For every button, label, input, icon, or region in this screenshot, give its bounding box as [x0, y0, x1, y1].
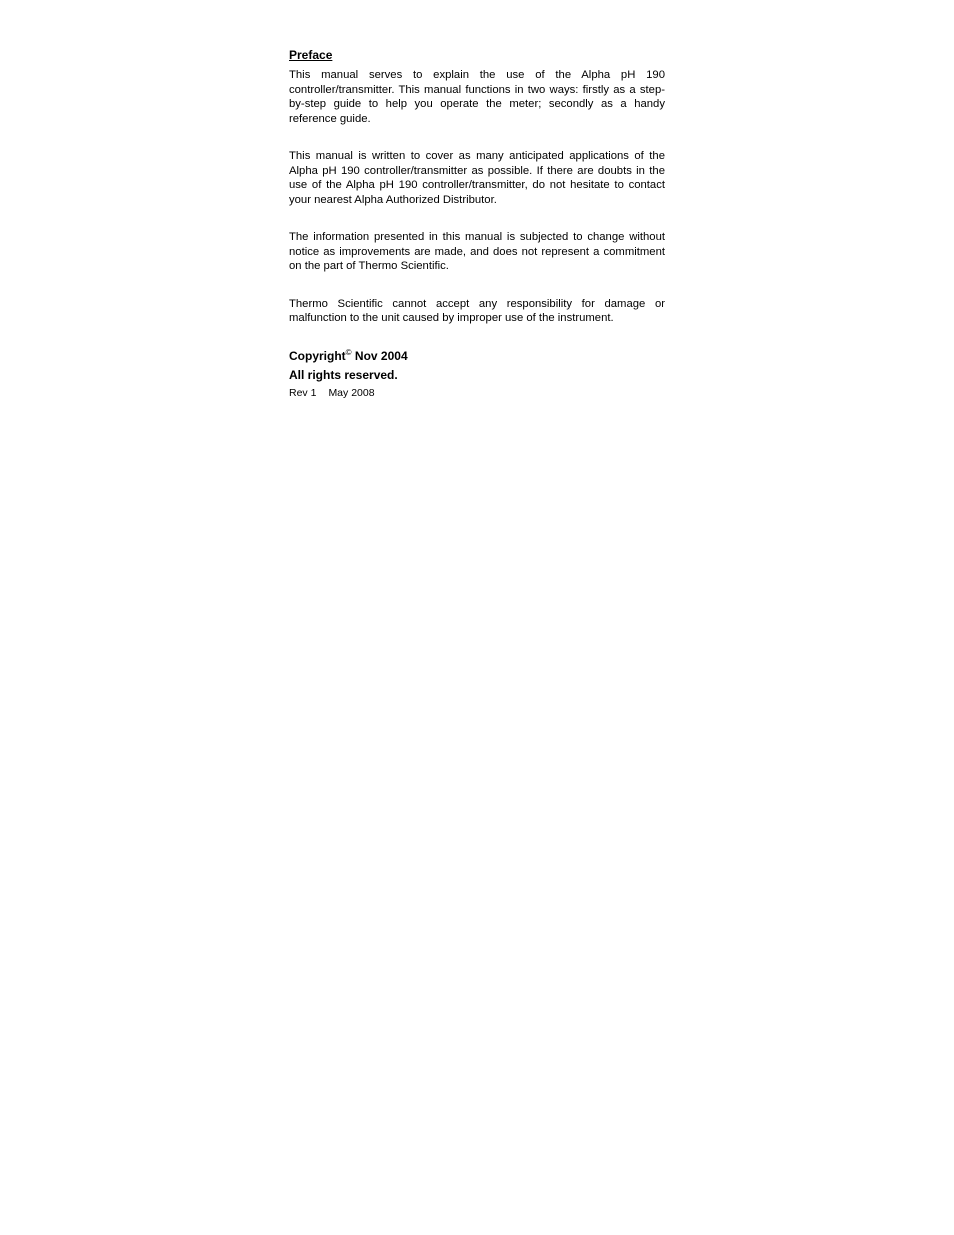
- revision-label: Rev 1: [289, 386, 317, 399]
- copyright-symbol: ©: [345, 347, 352, 357]
- revision-date: May 2008: [328, 386, 375, 399]
- preface-paragraph-1: This manual serves to explain the use of the Alpha pH 190 controller/transmitter. This manual functions in two ways: firstly as a step-by-step guide to help you operate the meter; secondly as a handy reference guide.: [289, 69, 665, 125]
- preface-heading: Preface: [289, 48, 333, 62]
- copyright-line: [289, 349, 665, 364]
- revision-line: [289, 387, 665, 400]
- copyright-label: Copyright: [289, 348, 346, 363]
- preface-paragraph-2: This manual is written to cover as many anticipated applications of the Alpha pH 190 controller/transmitter as possible. If there are doubts in the use of the Alpha pH 190 controller/transmitter, do not hesitate to contact your nearest Alpha Authorized Distributor.: [289, 150, 665, 206]
- copyright-date: Nov 2004: [351, 348, 408, 363]
- preface-paragraph-3: The information presented in this manual is subjected to change without notice as improvements are made, and does not represent a commitment on the part of Thermo Scientific.: [289, 231, 665, 272]
- rights-reserved: All rights reserved.: [289, 367, 398, 382]
- preface-paragraph-4: Thermo Scientific cannot accept any responsibility for damage or malfunction to the unit caused by improper use of the instrument.: [289, 297, 665, 324]
- preface-section: [289, 48, 665, 400]
